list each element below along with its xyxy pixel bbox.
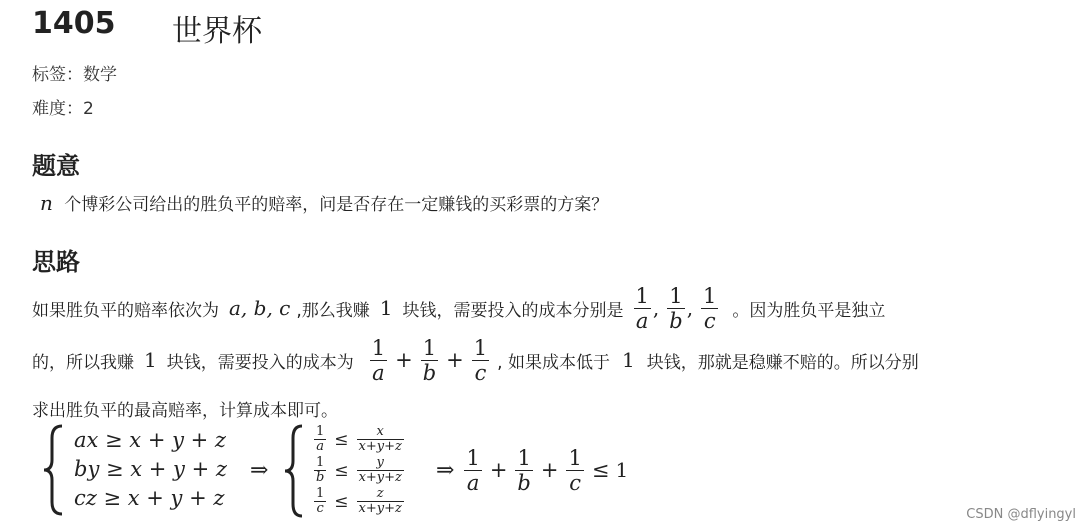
problem-statement [40,190,608,215]
statement-text: 个博彩公司给出的胜负平的赔率，问是否存在一定赚钱的买彩票的方案？ [64,195,609,215]
math-one: 1 [379,296,393,320]
math-one: 1 [144,348,157,372]
text-segment: 。因为胜负平是独立 [732,300,886,321]
fraction-inequality-row: $\frac{1}{b}$ ≤ $\frac{y}{x+y+z}$ [316,455,402,485]
cost-sum [368,336,491,385]
final-inequality [436,440,628,500]
text-segment: 如果胜负平的赔率依次为 [32,300,219,321]
leq-sign: ≤ [591,458,610,482]
middle-brace [282,424,310,518]
section-heading-approach: 思路 [32,248,80,276]
fraction-1-over-c: $\frac{1}{c}$ [568,445,582,495]
text-segment: , 如果成本低于 [497,352,610,373]
difficulty-label: 难度：2 [32,99,94,119]
fraction-1-over-a: $\frac{1}{a}$ [371,335,386,385]
approach-line-2 [32,332,919,388]
system-left [74,426,227,513]
plus-sign: + [395,348,413,372]
inequality-row: ax ≥ x + y + z [74,428,226,452]
approach-line-3: 求出胜负平的最高赔率，计算成本即可。 [32,401,338,421]
tags-label: 标签：数学 [32,65,117,85]
left-brace [40,424,70,516]
fraction-inequality-row: $\frac{1}{c}$ ≤ $\frac{z}{x+y+z}$ [316,486,402,516]
text-segment: 的，所以我赚 [32,352,134,373]
math-var-n: n [40,191,53,215]
watermark: CSDN @dflyingyl [966,507,1076,522]
implies-arrow: ⇒ [250,458,269,483]
fraction-1-over-a: $\frac{1}{a}$ [635,283,649,333]
fraction-1-over-b: $\frac{1}{b}$ [517,445,531,495]
fraction-inequality-row: $\frac{1}{a}$ ≤ $\frac{x}{x+y+z}$ [316,424,402,454]
fraction-1-over-b: $\frac{1}{b}$ [669,283,683,333]
text-segment: ,那么我赚 [296,300,370,321]
plus-sign: + [489,458,508,482]
section-heading-meaning: 题意 [32,152,80,180]
system-mid [312,424,422,517]
cost-fractions: $\frac{1}{a}$ , $\frac{1}{b}$ , $\frac{1}{c}$ [635,283,717,333]
problem-title: 世界杯 [172,14,262,49]
inequality-row: cz ≥ x + y + z [74,486,225,510]
text-segment: 块钱，需要投入的成本为 [166,352,354,373]
plus-sign: + [540,458,559,482]
text-segment: 块钱，那就是稳赚不赔的。所以分别 [646,352,919,373]
math-vars-abc: a, b, c [229,296,291,320]
approach-line-1 [32,280,885,336]
inequality-row: by ≥ x + y + z [74,457,227,481]
text-segment: 块钱，需要投入的成本分别是 [402,300,624,321]
fraction-1-over-c: $\frac{1}{c}$ [703,283,717,333]
fraction-1-over-b: $\frac{1}{b}$ [422,335,437,385]
implies-arrow: ⇒ [436,457,455,483]
math-one: 1 [615,458,629,482]
problem-id: 1405 [32,6,116,41]
fraction-1-over-a: $\frac{1}{a}$ [466,445,480,495]
fraction-1-over-c: $\frac{1}{c}$ [473,335,488,385]
math-one: 1 [621,348,635,372]
plus-sign: + [446,348,464,372]
